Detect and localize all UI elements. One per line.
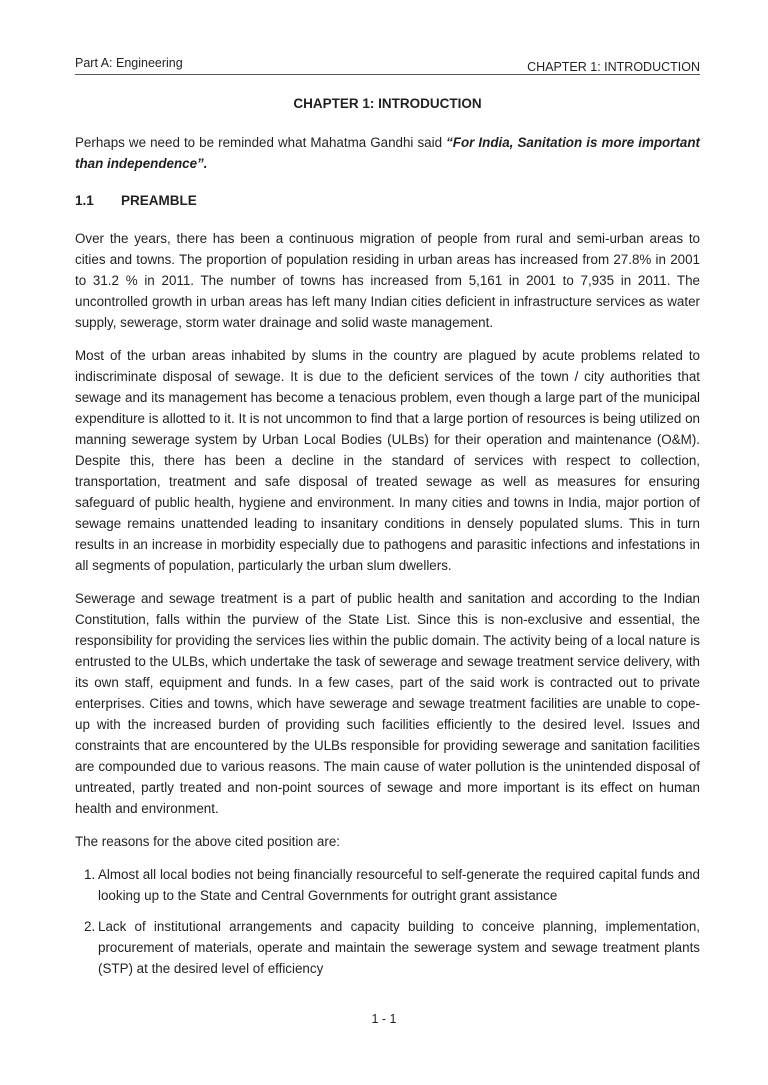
paragraph-reasons-intro: The reasons for the above cited position are: xyxy=(75,834,340,849)
reasons-list xyxy=(75,864,700,979)
paragraph-sewerage-responsibility: Sewerage and sewage treatment is a part of public health and sanitation and according to the Indian Constitution, falls within the purview of the State List. Since this is non-exclusive and essential, the responsibility for providing the services lies within the public domain. The activity being of a local nature is entrusted to the ULBs, which undertake the task of sewerage and sewage treatment service delivery, with its own staff, equipment and funds. In a few cases, part of the said work is contracted out to private enterprises. Cities and towns, which have sewerage and sewage treatment facilities are unable to cope-up with the increased burden of providing such facilities efficiently to the desired level. Issues and constraints that are encountered by the ULBs responsible for providing sewerage and sanitation facilities are compounded due to various reasons. The main cause of water pollution is the unintended disposal of untreated, partly treated and non-point sources of sewage and more important is its effect on human health and environment. xyxy=(75,591,700,816)
list-marker: 2. xyxy=(84,919,96,934)
list-item xyxy=(75,916,700,979)
page-number: 1 - 1 xyxy=(371,1012,397,1026)
section-heading xyxy=(75,192,700,210)
header-chapter-label: CHAPTER 1: INTRODUCTION xyxy=(527,60,700,74)
list-item-text: Lack of institutional arrangements and capacity building to conceive planning, implementation, procurement of materials, operate and maintain the sewerage system and sewage treatment plants (STP) at the desired level of efficiency xyxy=(98,919,700,976)
list-item-text: Almost all local bodies not being financially resourceful to self-generate the required capital funds and looking up to the State and Central Governments for outright grant assistance xyxy=(98,867,700,903)
paragraph-slum-problems: Most of the urban areas inhabited by slums in the country are plagued by acute problems related to indiscriminate disposal of sewage. It is due to the deficient services of the town / city authorities that sewage and its management has become a tenacious problem, even though a large part of the municipal expenditure is allotted to it. It is not uncommon to find that a large portion of resources is being utilized on manning sewerage system by Urban Local Bodies (ULBs) for their operation and maintenance (O&M). Despite this, there has been a decline in the standard of services with respect to collection, transportation, treatment and safe disposal of treated sewage as well as measures for ensuring safeguard of public health, hygiene and environment. In many cities and towns in India, major portion of sewage remains unattended leading to insanitary conditions in densely populated slums. This in turn results in an increase in morbidity especially due to pathogens and parasitic infections and infestations in all segments of population, particularly the urban slum dwellers. xyxy=(75,348,700,573)
intro-text: Perhaps we need to be reminded what Mahatma Gandhi said xyxy=(75,135,447,150)
section-title: PREAMBLE xyxy=(121,193,197,208)
list-item xyxy=(75,864,700,906)
header-part-label: Part A: Engineering xyxy=(75,56,183,70)
paragraph-urban-migration: Over the years, there has been a continuous migration of people from rural and semi-urban areas to cities and towns. The proportion of population residing in urban areas has increased from 27.8% in 2001 to 31.2 % in 2011. The number of towns has increased from 5,161 in 2001 to 7,935 in 2011. The uncontrolled growth in urban areas has left many Indian cities deficient in infrastructure services as water supply, sewerage, storm water drainage and solid waste management. xyxy=(75,231,700,330)
gandhi-quote: “For India, Sanitation is more important than independence”. xyxy=(75,135,700,171)
section-number: 1.1 xyxy=(75,193,94,208)
running-header xyxy=(75,54,700,75)
list-marker: 1. xyxy=(84,867,96,882)
chapter-title: CHAPTER 1: INTRODUCTION xyxy=(293,96,482,111)
intro-paragraph xyxy=(75,132,700,174)
page-content xyxy=(75,95,700,989)
